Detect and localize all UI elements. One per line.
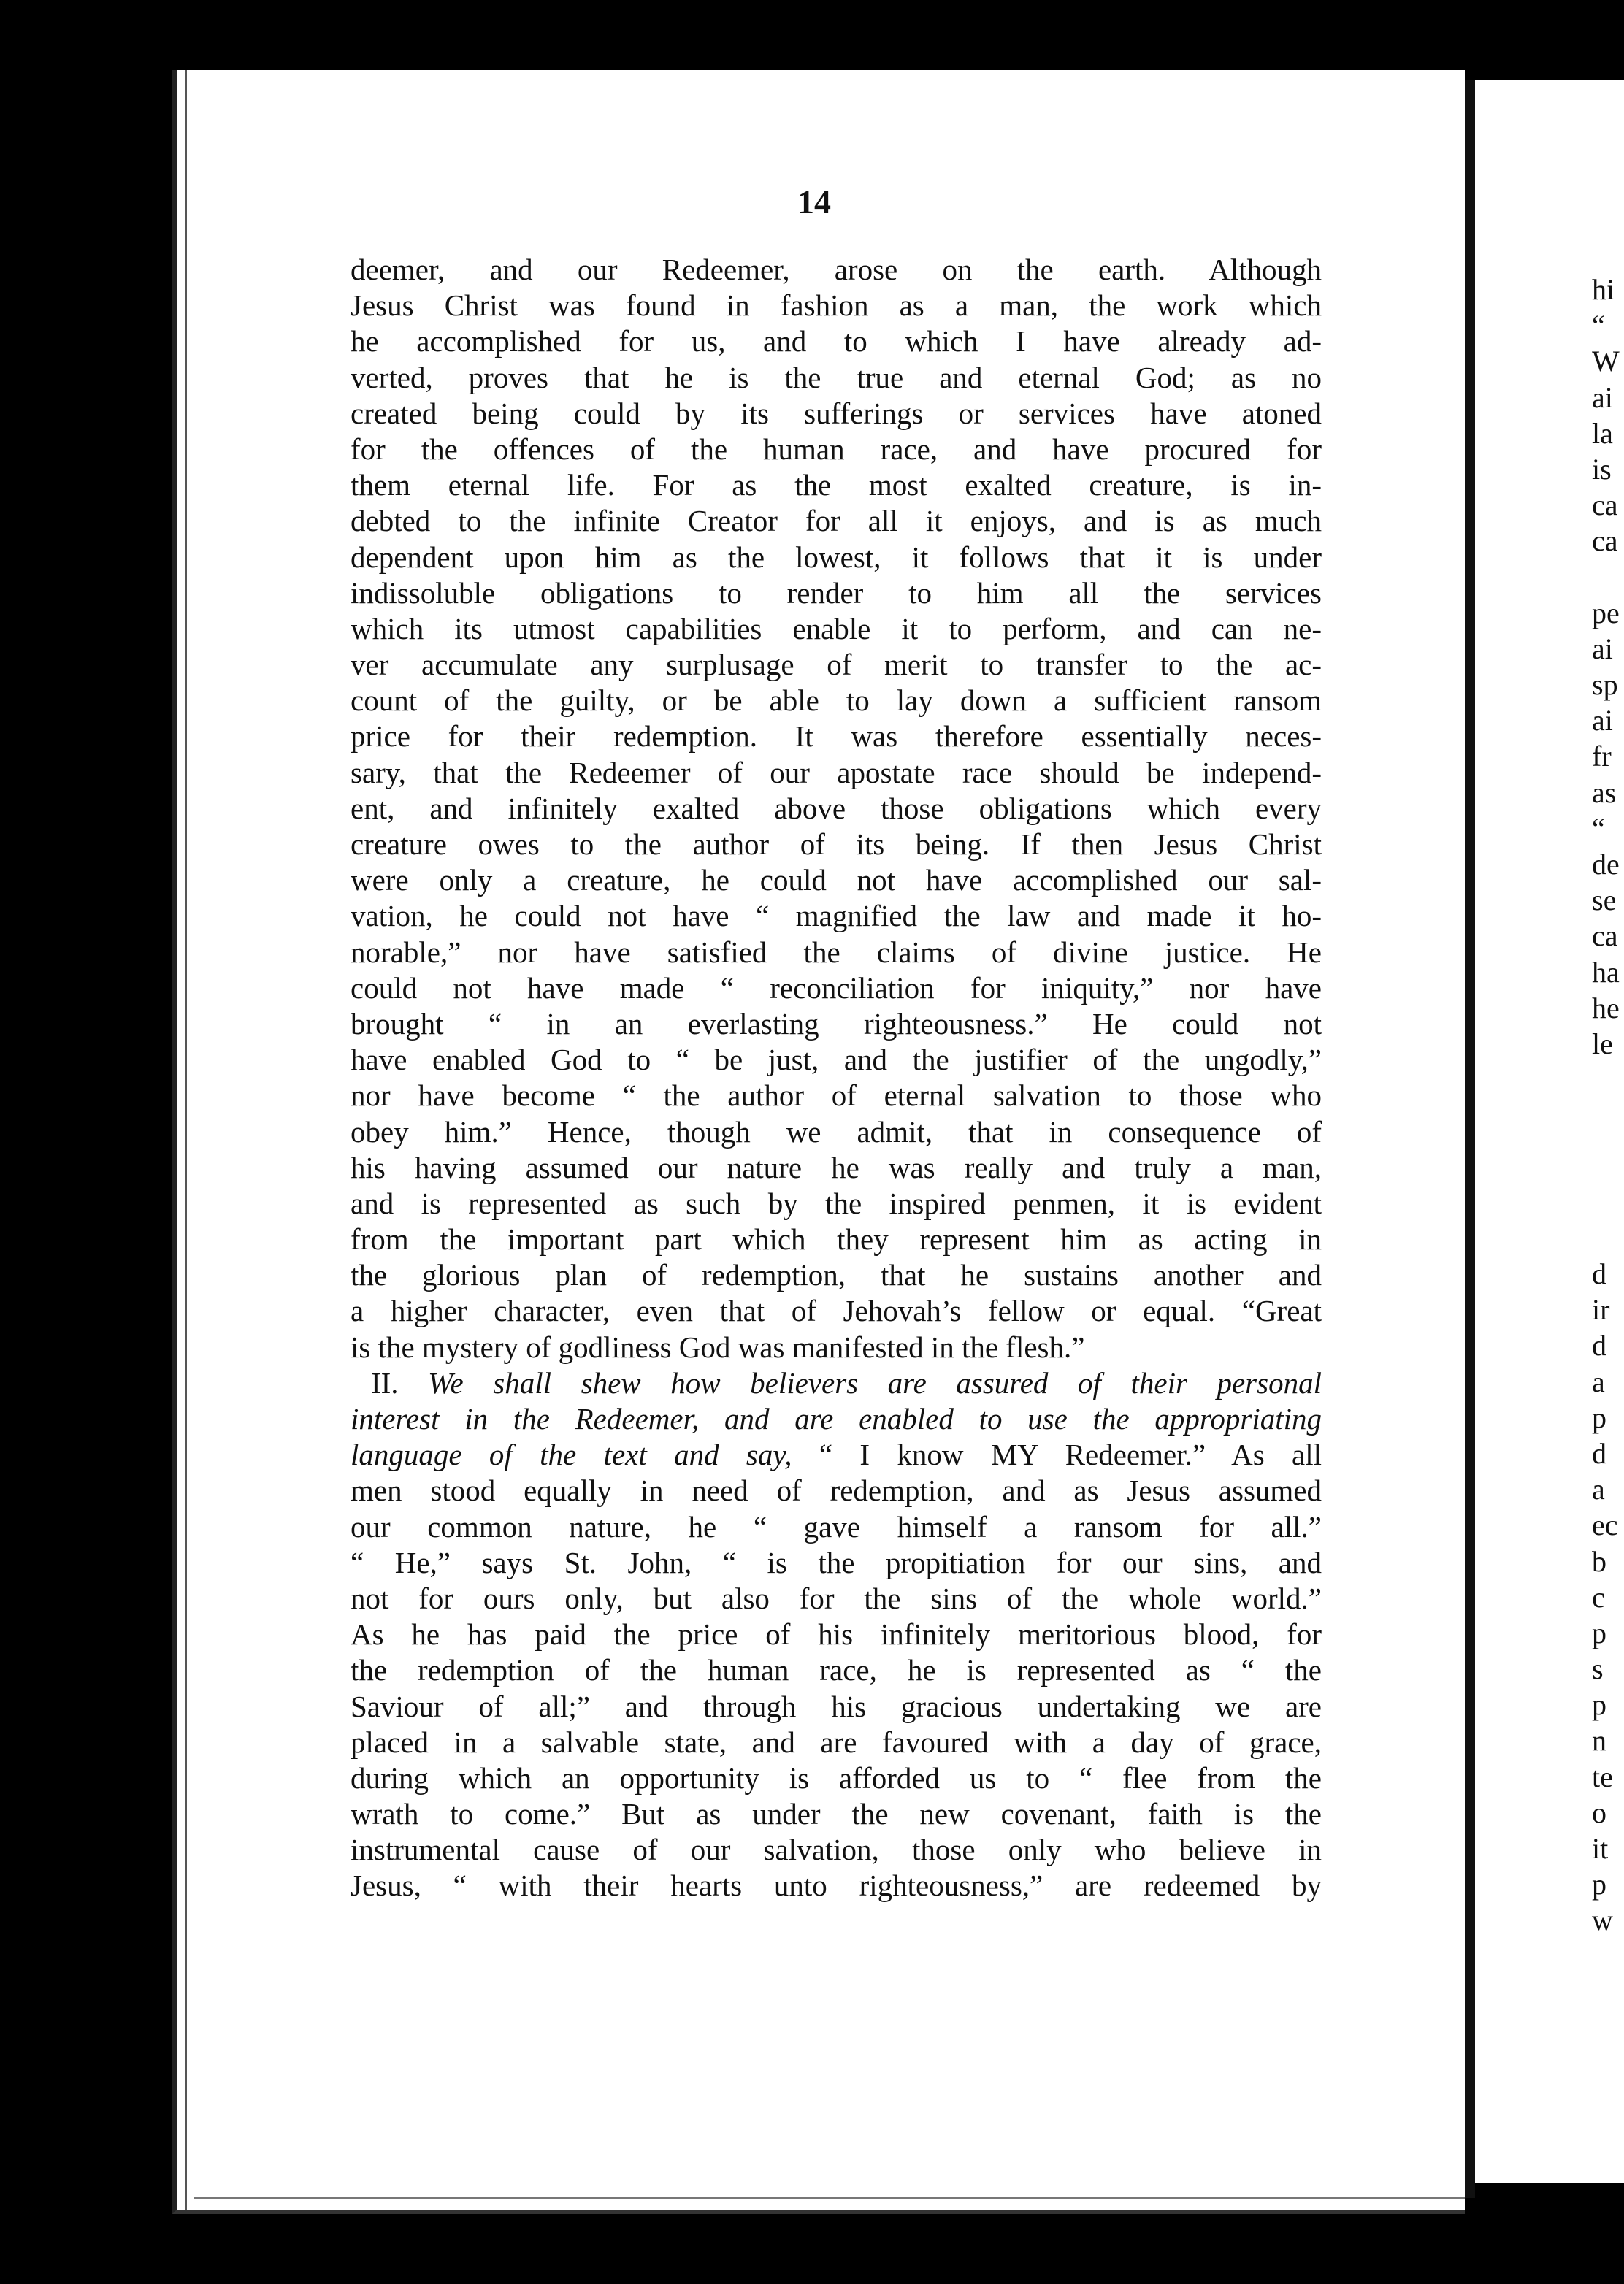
text-line: them eternal life. For as the most exalted creature, is in- [351,468,1322,502]
facing-page-fragment: n [1592,1724,1606,1758]
facing-page-fragment: de [1592,848,1620,881]
facing-page-fragment: ec [1592,1509,1618,1542]
text-line: which its utmost capabilities enable it to perform, and can ne- [351,611,1322,645]
facing-page-fragment: se [1592,884,1617,917]
text-line: debted to the infinite Creator for all it enjoys, and is as much [351,504,1322,538]
facing-page-fragment: p [1592,1616,1606,1649]
facing-page-fragment: a [1592,1365,1605,1398]
facing-page-fragment: ai [1592,632,1613,665]
facing-page-fragment: sp [1592,668,1618,702]
facing-page-fragment: a [1592,1473,1605,1506]
text-line: dependent upon him as the lowest, it follows that it is under [351,540,1322,574]
facing-page-fragments-lower [1592,1256,1618,1939]
text-line: were only a creature, he could not have accomplished our sal- [351,863,1322,897]
text-line: creature owes to the author of its being. If then Jesus Christ [351,827,1322,861]
facing-page-fragment: o [1592,1796,1606,1829]
facing-page-fragment: ca [1592,919,1618,953]
text-line: for the offences of the human race, and have procured for [351,432,1322,466]
section-heading-italic: interest in the Redeemer, and are enabled to use the appropriating [351,1402,1322,1436]
text-line: instrumental cause of our salvation, those only who believe in [351,1833,1322,1867]
text-line: count of the guilty, or be able to lay down a sufficient ransom [351,683,1322,718]
text-line: As he has paid the price of his infinitely meritorious blood, for [351,1617,1322,1652]
facing-page-fragment: w [1592,1904,1613,1937]
text-line: nor have become “ the author of eternal salvation to those who [351,1078,1322,1113]
text-line: his having assumed our nature he was really and truly a man, [351,1150,1322,1184]
facing-page-fragment: d [1592,1329,1606,1363]
facing-page-fragment: la [1592,416,1613,450]
facing-page-fragment: he [1592,991,1620,1024]
text-line: norable,” nor have satisfied the claims of divine justice. He [351,935,1322,969]
text-line: Saviour of all;” and through his gracious undertaking we are [351,1689,1322,1723]
facing-page-fragment: ca [1592,524,1618,558]
text-line: deemer, and our Redeemer, arose on the earth. Although [351,253,1322,286]
text-line: he accomplished for us, and to which I have already ad- [351,324,1322,359]
text-line: created being could by its sufferings or services have atoned [351,396,1322,430]
section-heading-tail: “ I know MY Redeemer.” As all [819,1438,1322,1472]
text-line: vation, he could not have “ magnified the law and made it ho- [351,899,1322,933]
text-line: during which an opportunity is afforded us to “ flee from the [351,1760,1322,1795]
facing-page-fragment: fr [1592,740,1612,773]
text-line: the glorious plan of redemption, that he sustains another and [351,1258,1322,1292]
text-line: verted, proves that he is the true and eternal God; as no [351,360,1322,394]
facing-page-fragment: ha [1592,955,1620,989]
facing-page-fragment: b [1592,1544,1606,1578]
facing-page-fragment: p [1592,1868,1606,1901]
facing-page-fragment: p [1592,1400,1606,1434]
text-line: not for ours only, but also for the sins of the whole world.” [351,1581,1322,1615]
facing-page-fragment: ai [1592,704,1613,737]
text-line: wrath to come.” But as under the new covenant, faith is the [351,1797,1322,1831]
text-line: ent, and infinitely exalted above those obligations which every [351,791,1322,825]
facing-page-fragment [1592,559,1620,595]
facing-page-fragments-upper [1592,272,1620,1062]
text-line: brought “ in an everlasting righteousness.” He could not [351,1006,1322,1041]
text-line: from the important part which they represent him as acting in [351,1222,1322,1257]
text-line: placed in a salvable state, and are favoured with a day of grace, [351,1725,1322,1759]
facing-page-fragment: le [1592,1027,1613,1060]
facing-page-fragment: p [1592,1688,1606,1722]
facing-page-fragment: is [1592,452,1612,486]
text-line: is the mystery of godliness God was manifested in the flesh.” [351,1330,1085,1364]
text-line: “ He,” says St. John, “ is the propitiation for our sins, and [351,1545,1322,1579]
text-line: sary, that the Redeemer of our apostate race should be independ- [351,755,1322,789]
page-number: 14 [797,183,831,221]
facing-page-fragment: te [1592,1760,1613,1793]
text-line: our common nature, he “ gave himself a ransom for all.” [351,1509,1322,1544]
text-line: the redemption of the human race, he is represented as “ the [351,1653,1322,1687]
section-heading-italic: language of the text and say, [351,1438,792,1472]
section-heading-line [351,1365,1322,1401]
facing-page-fragment: hi [1592,273,1615,306]
text-line: a higher character, even that of Jehovah’s fellow or equal. “Great [351,1294,1322,1328]
text-line: Jesus, “ with their hearts unto righteousness,” are redeemed by [351,1869,1322,1903]
section-heading-line [351,1401,1322,1437]
text-line: have enabled God to “ be just, and the justifier of the ungodly,” [351,1043,1322,1077]
facing-page-fragment: c [1592,1580,1605,1614]
facing-page-fragment: d [1592,1436,1606,1470]
text-line: men stood equally in need of redemption, and as Jesus assumed [351,1474,1322,1508]
facing-page-fragment: ai [1592,380,1613,414]
facing-page-fragment: d [1592,1257,1606,1290]
book-gutter [1465,80,1475,2198]
facing-page-fragment: ca [1592,488,1618,522]
text-line: Jesus Christ was found in fashion as a man, the work which [351,288,1322,323]
facing-page-fragment: s [1592,1652,1604,1686]
facing-page-fragment: ir [1592,1293,1610,1327]
section-number: II. [371,1365,399,1400]
section-heading-line [351,1437,1322,1473]
text-line: and is represented as such by the inspired penmen, it is evident [351,1186,1322,1220]
body-text [351,252,1322,1904]
text-line: indissoluble obligations to render to him all the services [351,575,1322,610]
text-line: obey him.” Hence, though we admit, that in consequence of [351,1114,1322,1149]
section-heading-italic: We shall shew how believers are assured of their personal [428,1365,1322,1400]
facing-page-fragment: it [1592,1832,1609,1865]
text-line: price for their redemption. It was therefore essentially neces- [351,719,1322,754]
facing-page-fragment: W [1592,345,1620,378]
text-line: ver accumulate any surplusage of merit to transfer to the ac- [351,648,1322,682]
facing-page-fragment: “ [1592,309,1605,342]
facing-page-fragment: pe [1592,596,1620,629]
facing-page-fragment: as [1592,775,1617,809]
facing-page-fragment: “ [1592,811,1605,845]
text-line: could not have made “ reconciliation for iniquity,” nor have [351,970,1322,1005]
